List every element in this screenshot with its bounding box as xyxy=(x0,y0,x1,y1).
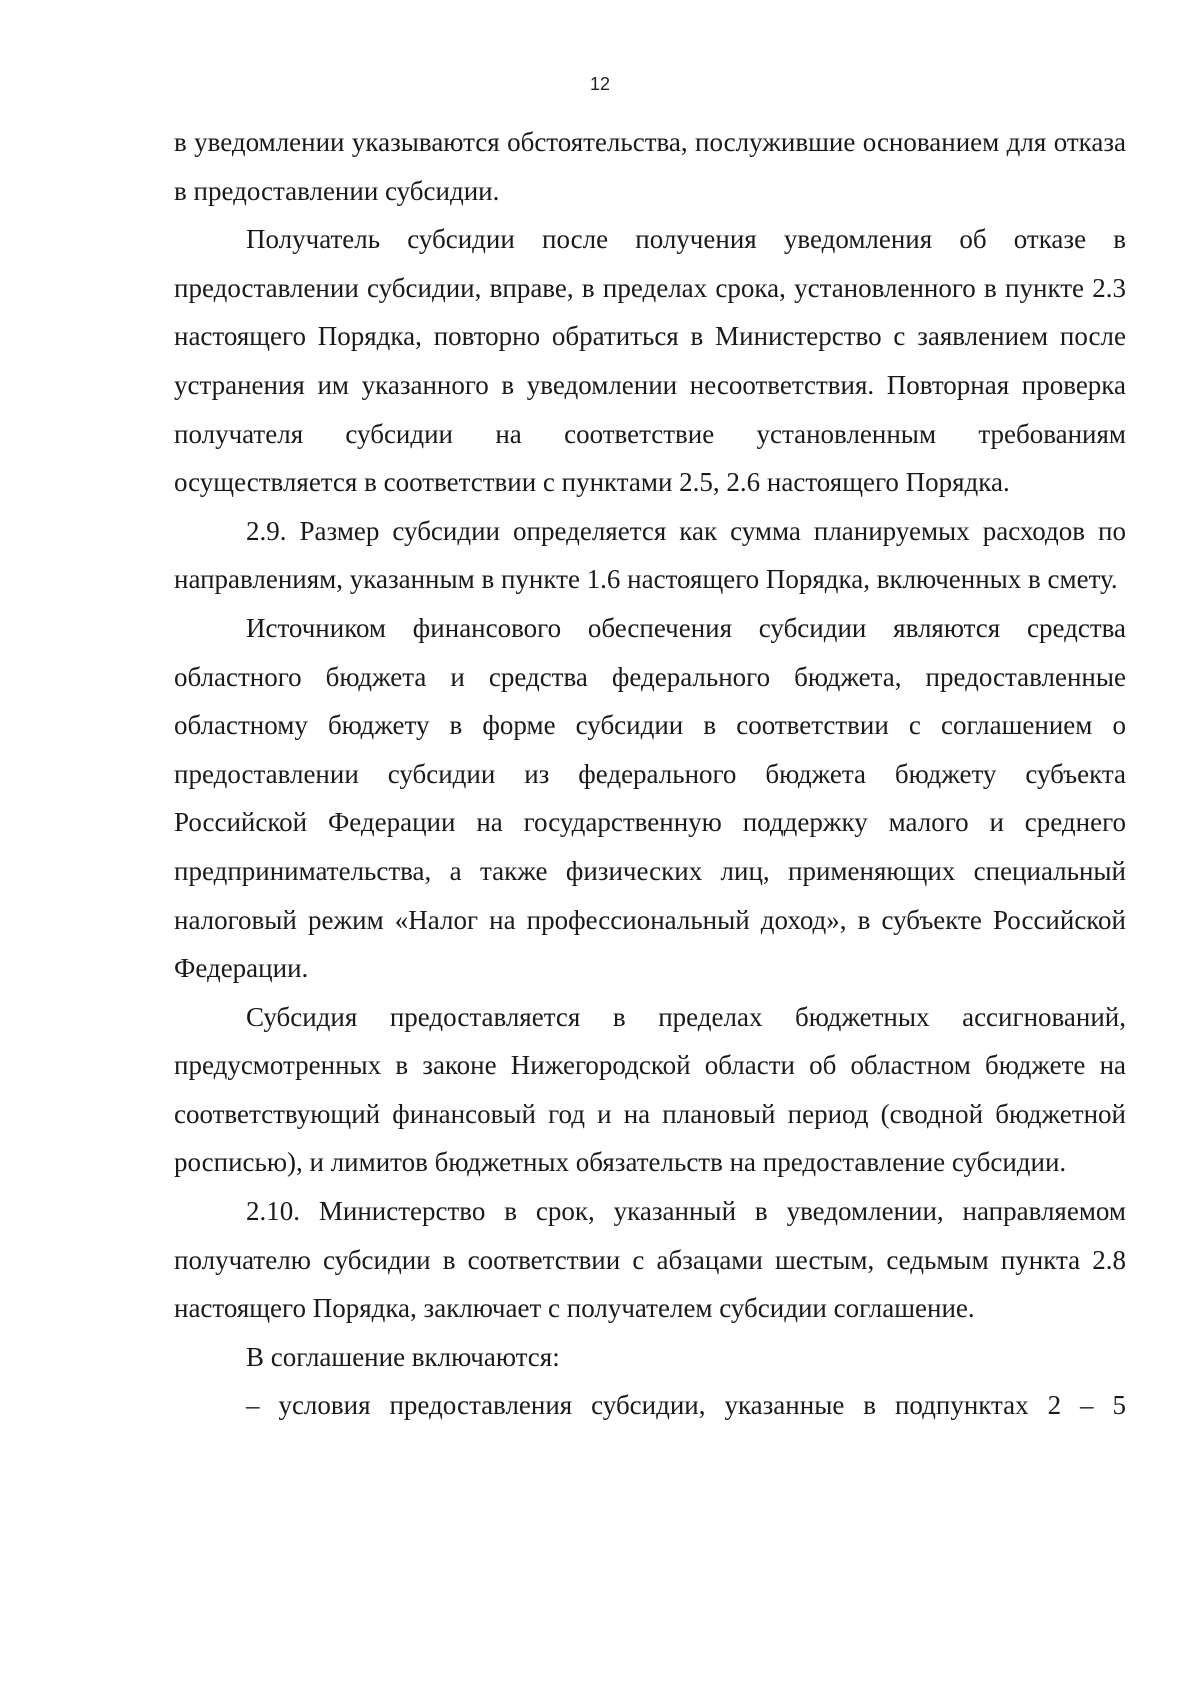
paragraph: Источником финансового обеспечения субсидии являются средства областного бюджета и средства федерального бюджета, предоставленные областному бюджету в форме субсидии в соответствии с соглашением о предоставлении субсидии из федерального бюджета бюджету субъекта Российской Федерации на государственную поддержку малого и среднего предпринимательства, а также физических лиц, применяющих специальный налоговый режим «Налог на профессиональный доход», в субъекте Российской Федерации. xyxy=(174,612,1126,984)
paragraph: в уведомлении указываются обстоятельства, послужившие основанием для отказа в предоставлении субсидии. xyxy=(174,127,1126,206)
paragraph: 2.9. Размер субсидии определяется как сумма планируемых расходов по направлениям, указанным в пункте 1.6 настоящего Порядка, включенных в смету. xyxy=(174,515,1126,595)
paragraph: – условия предоставления субсидии, указанные в подпунктах 2 – 5 xyxy=(246,1390,1126,1421)
page-number: 12 xyxy=(589,74,611,94)
paragraph: 2.10. Министерство в срок, указанный в уведомлении, направляемом получателю субсидии в соответствии с абзацами шестым, седьмым пункта 2.8 настоящего Порядка, заключает с получателем субсидии соглашение. xyxy=(174,1196,1126,1324)
paragraph: Субсидия предоставляется в пределах бюджетных ассигнований, предусмотренных в законе Нижегородской области об областном бюджете на соответствующий финансовый год и на плановый период (сводной бюджетной росписью), и лимитов бюджетных обязательств на предоставление субсидии. xyxy=(174,1001,1126,1178)
paragraph: В соглашение включаются: xyxy=(246,1341,560,1372)
paragraph: Получатель субсидии после получения уведомления об отказе в предоставлении субсидии, вправе, в пределах срока, установленного в пункте 2.3 настоящего Порядка, повторно обратиться в Министерство с заявлением после устранения им указанного в уведомлении несоответствия. Повторная проверка получателя субсидии на соответствие установленным требованиям осуществляется в соответствии с пунктами 2.5, 2.6 настоящего Порядка. xyxy=(174,224,1126,498)
document-body xyxy=(174,118,1126,1430)
